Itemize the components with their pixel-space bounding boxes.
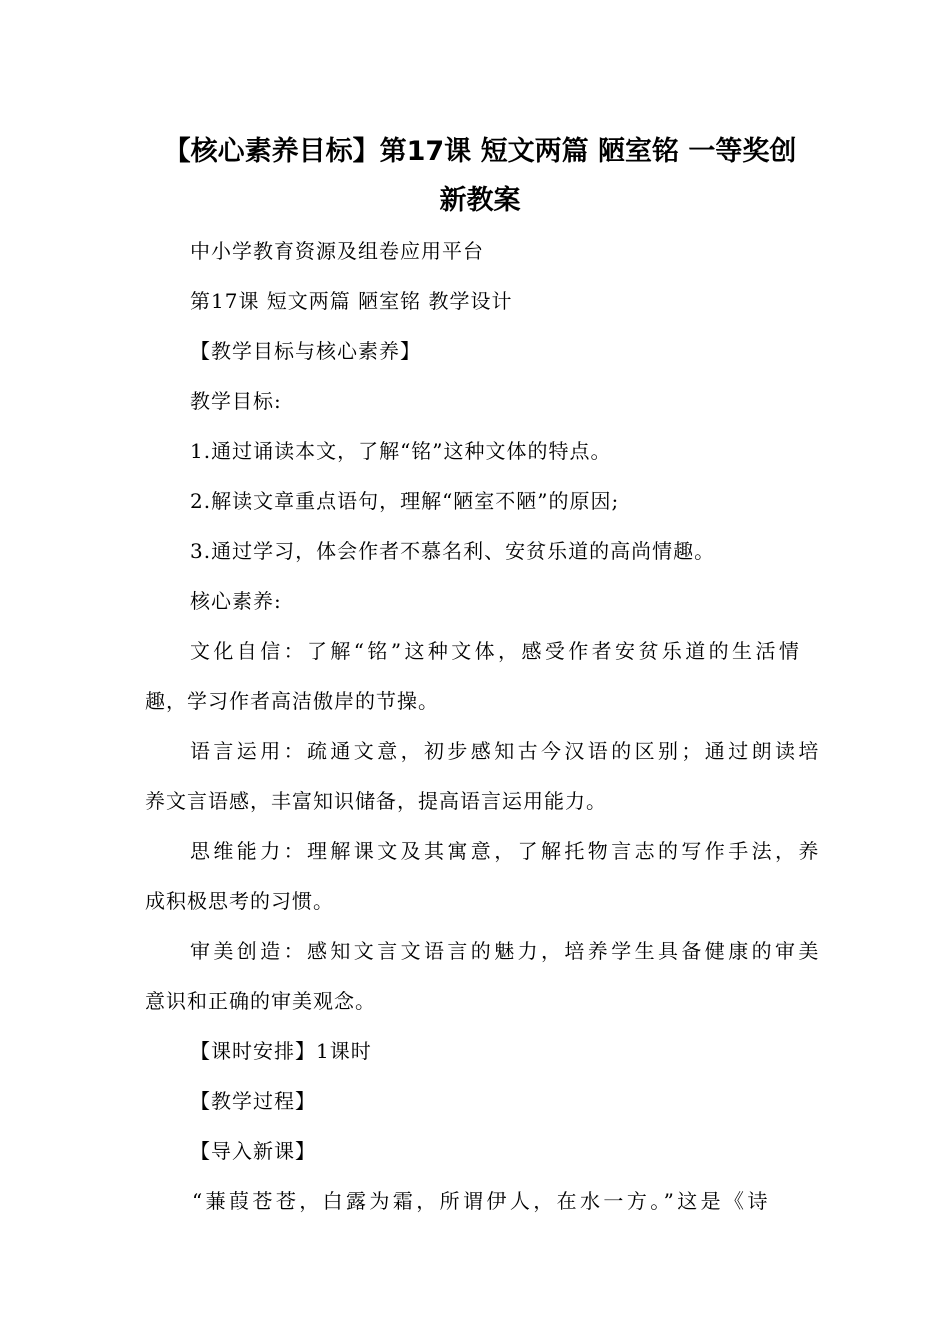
paragraph-culture-line-2: 趣，学习作者高洁傲岸的节操。 (145, 689, 439, 713)
section-heading-schedule: 【课时安排】1课时 (190, 1039, 372, 1063)
goal-item-2: 2.解读文章重点语句，理解“陋室不陋”的原因; (190, 489, 620, 513)
section-heading-objectives: 【教学目标与核心素养】 (190, 339, 421, 363)
subheading-teaching-goals: 教学目标: (190, 389, 282, 413)
paragraph-thinking-line-1: 思维能力：理解课文及其寓意，了解托物言志的写作手法，养 (190, 839, 822, 863)
lesson-heading: 第17课 短文两篇 陋室铭 教学设计 (190, 289, 513, 313)
document-title-line-2: 新教案 (439, 185, 521, 216)
paragraph-aesthetic-line-1: 审美创造：感知文言文语言的魅力，培养学生具备健康的审美 (190, 939, 822, 963)
paragraph-language-line-2: 养文言语感，丰富知识储备，提高语言运用能力。 (145, 789, 607, 813)
goal-item-3: 3.通过学习，体会作者不慕名利、安贫乐道的高尚情趣。 (190, 539, 716, 563)
paragraph-intro-line-1: “蒹葭苍苍，白露为霜，所谓伊人，在水一方。”这是《诗 (192, 1189, 771, 1213)
section-heading-process: 【教学过程】 (190, 1089, 316, 1113)
paragraph-culture-line-1: 文化自信：了解“铭”这种文体，感受作者安贫乐道的生活情 (190, 639, 803, 663)
document-title-line-1: 【核心素养目标】第17课 短文两篇 陋室铭 一等奖创 (163, 136, 797, 167)
subheading-core-literacy: 核心素养: (190, 589, 282, 613)
paragraph-thinking-line-2: 成积极思考的习惯。 (145, 889, 334, 913)
paragraph-aesthetic-line-2: 意识和正确的审美观念。 (145, 989, 376, 1013)
section-heading-intro: 【导入新课】 (190, 1139, 316, 1163)
paragraph-language-line-1: 语言运用：疏通文意，初步感知古今汉语的区别；通过朗读培 (190, 739, 822, 763)
goal-item-1: 1.通过诵读本文，了解“铭”这种文体的特点。 (190, 439, 612, 463)
platform-name: 中小学教育资源及组卷应用平台 (190, 239, 484, 263)
